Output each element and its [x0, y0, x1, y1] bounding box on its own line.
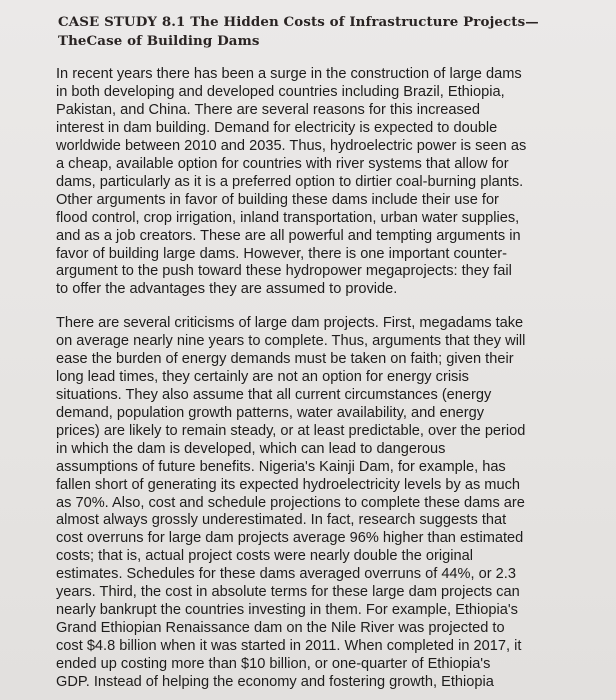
text-line: nearly bankrupt the countries investing in them. For example, Ethiopia's [56, 602, 518, 619]
text-line: a cheap, available option for countries with river systems that allow for [56, 155, 509, 172]
text-line: flood control, crop irrigation, inland transportation, urban water supplies, [56, 209, 520, 226]
text-line: to offer the advantages they are assumed to provide. [56, 281, 398, 298]
text-line: costs; that is, actual project costs were nearly double the original [56, 548, 473, 565]
text-line: situations. They also assume that all current circumstances (energy [56, 386, 492, 403]
text-line: on average nearly nine years to complete. Thus, arguments that they will [56, 332, 526, 349]
text-line: cost overruns for large dam projects average 96% higher than estimated [56, 530, 524, 547]
text-line: and as a job creators. These are all powerful and tempting arguments in [56, 227, 521, 244]
text-line: in both developing and developed countries including Brazil, Ethiopia, [56, 83, 505, 100]
text-line: fallen short of generating its expected hydroelectricity levels by as much [56, 476, 520, 493]
text-line: GDP. Instead of helping the economy and fostering growth, Ethiopia [56, 674, 494, 691]
text-line: estimates. Schedules for these dams averaged overruns of 44%, or 2.3 [56, 566, 516, 583]
text-line: Pakistan, and China. There are several reasons for this increased [56, 101, 480, 118]
text-line: dams, particularly as it is a preferred option to dirtier coal-burning plants. [56, 173, 524, 190]
text-line: worldwide between 2010 and 2035. Thus, hydroelectric power is seen as [56, 137, 527, 154]
text-line: ended up costing more than $10 billion, or one-quarter of Ethiopia's [56, 656, 491, 673]
text-line: in which the dam is developed, which can lead to dangerous [56, 440, 446, 457]
paragraph-1 [56, 66, 606, 299]
text-line: years. Third, the cost in absolute terms for these large dam projects can [56, 584, 520, 601]
title-line: CASE STUDY 8.1 The Hidden Costs of Infrastructure Projects—The [58, 14, 539, 49]
text-line: Grand Ethiopian Renaissance dam on the Nile River was projected to [56, 620, 505, 637]
text-line: There are several criticisms of large dam projects. First, megadams take [56, 315, 524, 331]
text-line: long lead times, they certainly are not an option for energy crisis [56, 368, 469, 385]
text-line: demand, population growth patterns, water availability, and energy [56, 404, 485, 421]
text-line: ease the burden of energy demands must be taken on faith; given their [56, 350, 514, 367]
text-line: prices) are likely to remain steady, or at least predictable, over the period [56, 422, 526, 439]
text-line: almost always grossly underestimated. In fact, research suggests that [56, 512, 507, 529]
text-line: cost $4.8 billion when it was started in 2011. When completed in 2017, it [56, 638, 522, 655]
text-line: argument to the push toward these hydropower megaprojects: they fail [56, 263, 512, 280]
paragraph-2 [56, 315, 606, 692]
case-study-title [58, 13, 598, 51]
text-line: favor of building large dams. However, there is one important counter- [56, 245, 508, 262]
text-line: interest in dam building. Demand for electricity is expected to double [56, 119, 498, 136]
text-line: In recent years there has been a surge in the construction of large dams [56, 66, 522, 82]
text-line: assumptions of future benefits. Nigeria's Kainji Dam, for example, has [56, 458, 506, 475]
title-line: Case of Building Dams [86, 33, 260, 49]
text-line: as 70%. Also, cost and schedule projections to complete these dams are [56, 494, 525, 511]
text-line: Other arguments in favor of building these dams include their use for [56, 191, 499, 208]
